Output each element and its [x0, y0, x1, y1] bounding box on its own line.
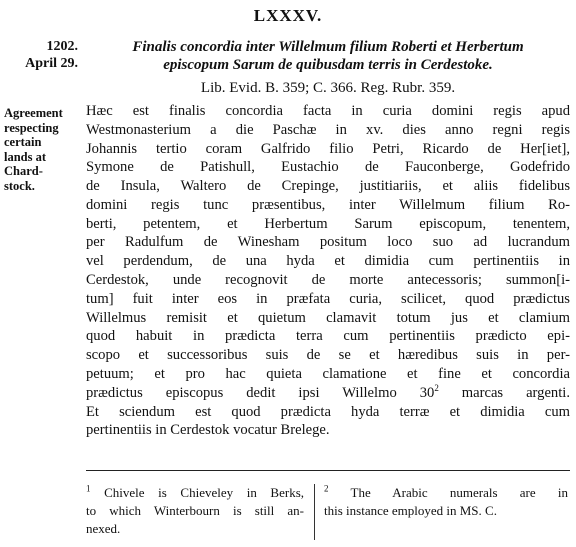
text-line: berti, petentem, et Herbertum Sarum episcopum, tenentem, [86, 215, 570, 232]
date-day: April 29. [25, 56, 78, 71]
text-line: scopo et successoribus suis de se et hæredibus suis in per- [86, 347, 570, 364]
title-line: Finalis concordia inter Willelmum filium Roberti et Herbertum [132, 39, 524, 55]
date-year: 1202. [46, 39, 78, 54]
title-line: episcopum Sarum de quibusdam terris in Cerdestoke. [163, 57, 493, 73]
text-line: domini regis tunc præsentibus, inter Willelmum filium Ro- [86, 196, 570, 213]
margin-summary-line: Chard- [4, 164, 43, 179]
footnotes [86, 484, 570, 542]
text-line: Johannis tertio coram Galfrido filio Petri, Ricardo de Her[iet], [86, 140, 570, 157]
text-line: vel perdendum, de una hyda et dimidia cum pertinentiis in [86, 253, 570, 270]
footnote-text: The Arabic numerals are in [350, 485, 568, 500]
footnote-mark: 2 [324, 483, 329, 494]
text-line: Westmonasterium a die Paschæ in xv. dies anno regni regis [86, 121, 570, 138]
text-line: Et sciendum est quod prædicta hyda terræ et dimidia cum [86, 403, 570, 420]
margin-summary-line: certain [4, 135, 42, 150]
footnote-ref-2: 2 [434, 382, 439, 393]
footnote-line: nexed. [86, 521, 121, 536]
margin-summary-line: respecting [4, 120, 59, 135]
margin-summary-line: Agreement [4, 106, 63, 120]
text-line [86, 384, 570, 403]
text-line: pertinentiis in Cerdestok vocatur Brelege. [86, 422, 330, 439]
footnote-2 [324, 484, 568, 520]
text-line: quod habuit in prædicta terra cum pertinentiis prædicto epi- [86, 328, 570, 345]
text-line: petuum; et pro hac quieta clamatione et fine et concordia [86, 365, 570, 382]
margin-summary-line: lands at [4, 149, 47, 164]
manuscript-references: Lib. Evid. B. 359; C. 366. Reg. Rubr. 359. [200, 80, 456, 96]
text-line: Symone de Patishull, Eustachio de Fauconberge, Godefrido [86, 159, 570, 176]
footnote-line [324, 484, 568, 502]
charter-text [86, 102, 570, 440]
charter-number-heading: LXXXV. [253, 6, 323, 25]
footnote-text: Chivele is Chieveley in Berks, [104, 485, 304, 500]
footnote-line [86, 484, 304, 502]
footnote-line: this instance employed in MS. C. [324, 503, 497, 518]
charter-title [86, 38, 570, 74]
text-line-start: prædictus episcopus dedit ipsi Willelmo 30 [86, 384, 435, 401]
footnote-1 [86, 484, 304, 538]
text-line: per Radulfum de Winesham positum loco suo ad lucrandum [86, 234, 570, 251]
margin-summary-line: stock. [4, 178, 35, 193]
text-line: Cerdestok, unde recognovit de morte antecessoris; summon[i- [86, 272, 570, 289]
footnote-mark: 1 [86, 483, 91, 494]
footnote-rule [86, 470, 570, 471]
footnote-line: to which Winterbourn is still an- [86, 503, 304, 518]
text-line: tum] fuit inter eos in præfata curia, scilicet, quod prædictus [86, 290, 570, 307]
text-line: Hæc est finalis concordia facta in curia domini regis apud [86, 103, 570, 119]
text-line-end: marcas argenti. [438, 384, 570, 401]
text-line: de Insula, Waltero de Crepinge, justitiariis, et aliis fidelibus [86, 178, 570, 195]
date-margin [4, 38, 78, 72]
margin-summary [4, 106, 76, 194]
text-line: Willelmus remisit et quietum clamavit totum jus et clamium [86, 309, 570, 326]
footnote-column-divider [314, 484, 315, 540]
